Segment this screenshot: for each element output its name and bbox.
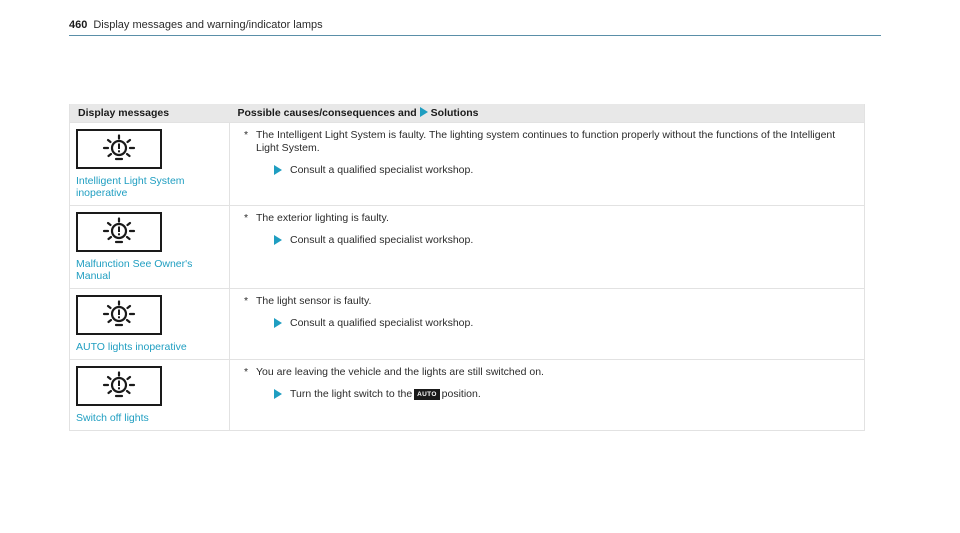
cause-item xyxy=(244,366,850,379)
display-message-text: Switch off lights xyxy=(76,412,149,424)
column-header-display-messages: Display messages xyxy=(70,104,230,123)
column-header-causes-text: Possible causes/consequences and xyxy=(237,107,417,119)
cause-item xyxy=(244,129,850,155)
auto-position-badge: AUTO xyxy=(414,389,440,400)
message-cell xyxy=(70,123,230,206)
cause-marker: * xyxy=(244,129,249,141)
display-message-text: Intelligent Light System inoperative xyxy=(76,175,185,199)
cause-solution-cell xyxy=(230,360,865,431)
cause-marker: * xyxy=(244,366,249,378)
cause-item xyxy=(244,212,850,225)
message-cell xyxy=(70,289,230,360)
display-message-text: Malfunction See Owner's Manual xyxy=(76,258,193,282)
light-system-fault-icon xyxy=(76,129,162,169)
cause-marker: * xyxy=(244,295,249,307)
column-header-causes-solutions xyxy=(230,104,865,123)
display-messages-table xyxy=(69,104,865,431)
solution-arrow-icon xyxy=(274,389,282,399)
cause-marker: * xyxy=(244,212,249,224)
table-row xyxy=(70,123,865,206)
cause-solution-cell xyxy=(230,289,865,360)
message-cell xyxy=(70,206,230,289)
page-header-title: Display messages and warning/indicator lamps xyxy=(93,19,323,31)
table-row xyxy=(70,206,865,289)
column-header-solutions-text: Solutions xyxy=(430,107,479,119)
solution-text: Consult a qualified specialist workshop. xyxy=(290,234,474,246)
solution-text: Consult a qualified specialist workshop. xyxy=(290,317,474,329)
cause-text: The Intelligent Light System is faulty. The lighting system continues to function properly without the functions of the Intelligent Light System. xyxy=(256,129,836,154)
cause-text: The exterior lighting is faulty. xyxy=(256,212,389,224)
solution-arrow-icon xyxy=(274,165,282,175)
light-system-fault-icon xyxy=(76,212,162,252)
solution-text: Turn the light switch to the xyxy=(290,388,413,400)
light-system-fault-icon xyxy=(76,366,162,406)
cause-text: The light sensor is faulty. xyxy=(256,295,372,307)
solution-arrow-icon xyxy=(274,318,282,328)
page-header xyxy=(69,14,881,36)
cause-solution-cell xyxy=(230,206,865,289)
solution-text-post: position. xyxy=(441,388,481,400)
cause-item xyxy=(244,295,850,308)
solution-arrow-icon xyxy=(420,107,428,117)
cause-solution-cell xyxy=(230,123,865,206)
message-cell xyxy=(70,360,230,431)
light-system-fault-icon xyxy=(76,295,162,335)
solution-item xyxy=(244,164,850,177)
table-header-row xyxy=(70,104,865,123)
solution-text: Consult a qualified specialist workshop. xyxy=(290,164,474,176)
page-number: 460 xyxy=(69,19,88,31)
solution-item xyxy=(244,234,850,247)
table-row xyxy=(70,360,865,431)
cause-text: You are leaving the vehicle and the lights are still switched on. xyxy=(256,366,544,378)
solution-item xyxy=(244,317,850,330)
solution-item xyxy=(244,388,850,401)
display-message-text: AUTO lights inoperative xyxy=(76,341,187,353)
table-row xyxy=(70,289,865,360)
solution-arrow-icon xyxy=(274,235,282,245)
